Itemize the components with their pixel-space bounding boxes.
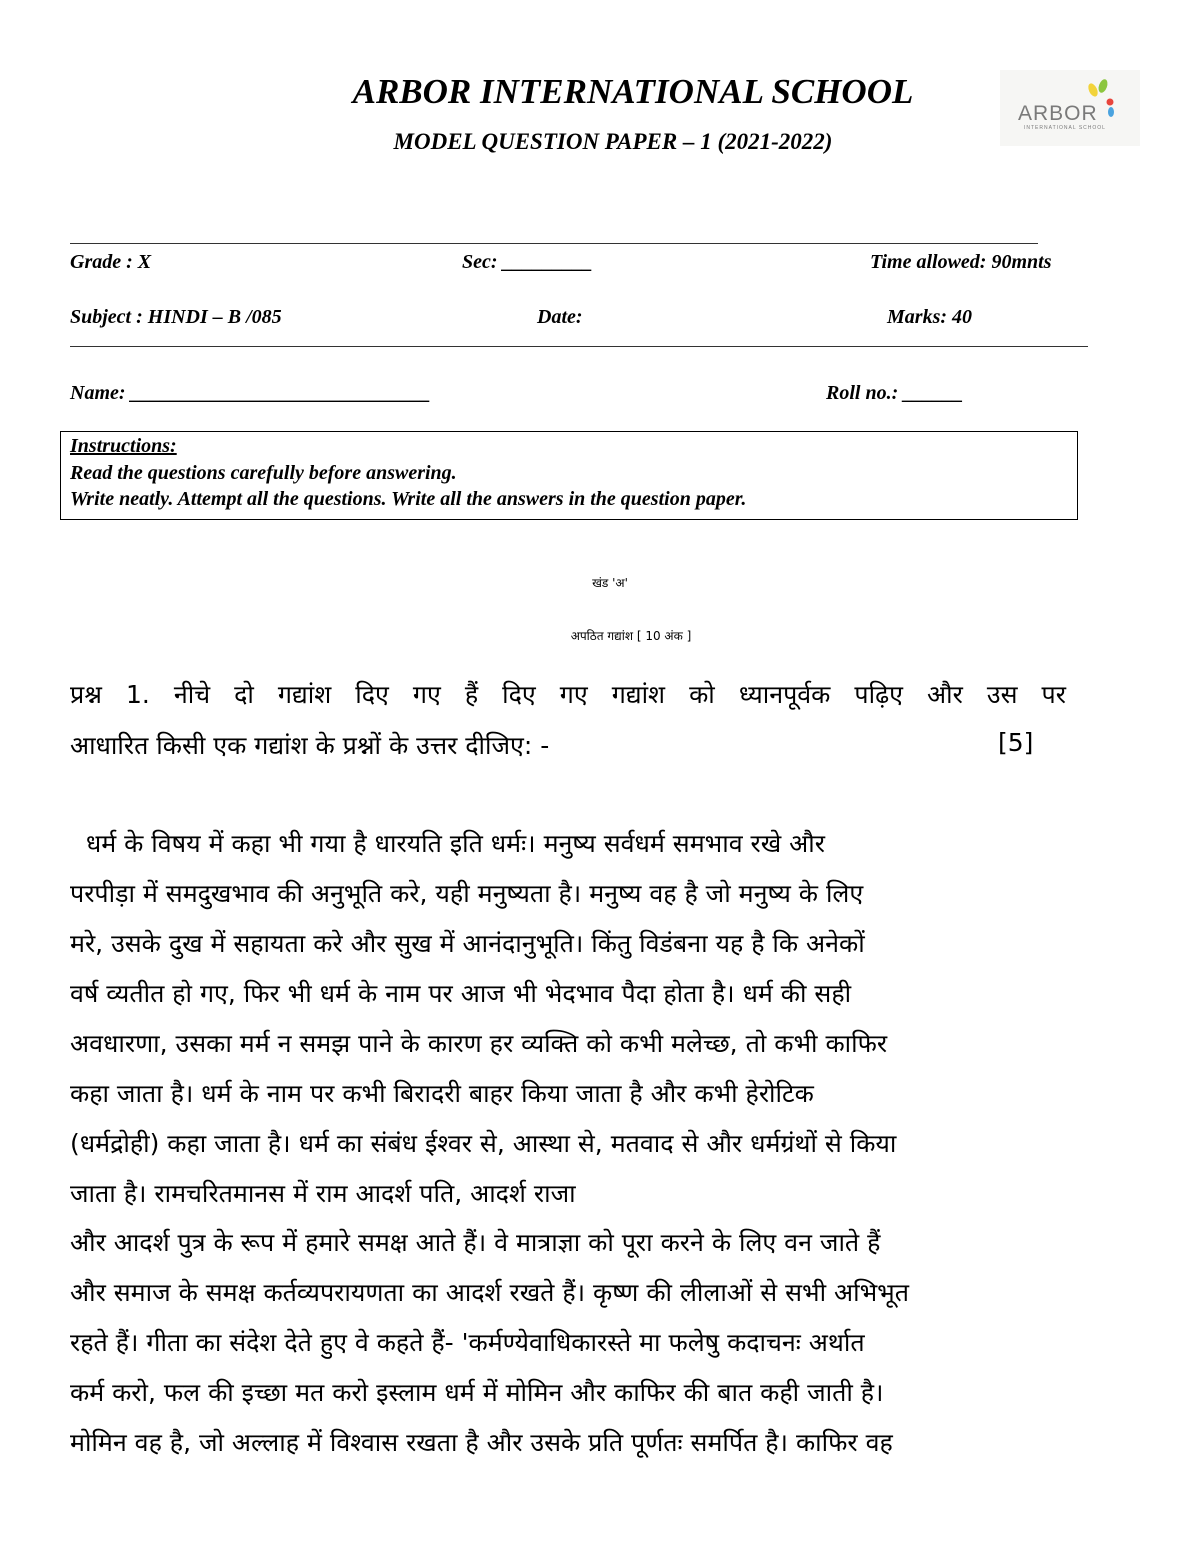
passage-line: कहा जाता है। धर्म के नाम पर कभी बिरादरी बाहर किया जाता है और कभी हेरोटिक	[70, 1079, 814, 1108]
divider-top	[70, 243, 1038, 244]
passage-line: और आदर्श पुत्र के रूप में हमारे समक्ष आते हैं। वे मात्राज्ञा को पूरा करने के लिए वन जाते हैं	[70, 1228, 881, 1257]
school-logo	[1000, 70, 1140, 146]
passage-line: मरे, उसके दुख में सहायता करे और सुख में आनंदानुभूति। किंतु विडंबना यह है कि अनेकों	[70, 929, 865, 958]
instructions-box	[60, 431, 1078, 520]
name-field: Name: ______________________________	[70, 382, 431, 404]
roll-no-field: Roll no.: ______	[826, 382, 964, 404]
marks-field: Marks: 40	[887, 306, 973, 328]
subject-field: Subject : HINDI – B /085	[70, 306, 282, 328]
question-line-1: प्रश्न 1. नीचे दो गद्यांश दिए गए हैं दिए गए गद्यांश को ध्यानपूर्वक पढ़िए और उस पर	[70, 680, 1066, 709]
question-line-2: आधारित किसी एक गद्यांश के प्रश्नों के उत्तर दीजिए: -	[70, 731, 550, 760]
paper-title: MODEL QUESTION PAPER – 1 (2021-2022)	[393, 129, 833, 154]
passage-line: मोमिन वह है, जो अल्लाह में विश्वास रखता है और उसके प्रति पूर्णतः समर्पित है। काफिर वह	[70, 1428, 893, 1457]
divider-middle	[70, 346, 1088, 347]
instruction-line-2: Write neatly. Attempt all the questions. Write all the answers in the question paper.	[70, 488, 747, 510]
time-allowed: Time allowed: 90mnts	[870, 251, 1052, 273]
instructions-heading: Instructions:	[70, 435, 177, 457]
passage-line: रहते हैं। गीता का संदेश देते हुए वे कहते हैं- 'कर्मण्येवाधिकारस्ते मा फलेषु कदाचनः अर्थात	[70, 1328, 865, 1357]
instruction-line-1: Read the questions carefully before answering.	[70, 462, 457, 484]
date-field: Date:	[537, 306, 583, 328]
passage-line: अवधारणा, उसका मर्म न समझ पाने के कारण हर व्यक्ति को कभी मलेच्छ, तो कभी काफिर	[70, 1029, 888, 1058]
section-subtitle: अपठित गद्यांश [ 10 अंक ]	[570, 629, 692, 643]
passage-line: कर्म करो, फल की इच्छा मत करो इस्लाम धर्म में मोमिन और काफिर की बात कही जाती है।	[70, 1378, 884, 1407]
passage-line: परपीड़ा में समदुखभाव की अनुभूति करे, यही मनुष्यता है। मनुष्य वह है जो मनुष्य के लिए	[70, 879, 864, 908]
section-field: Sec: _________	[462, 251, 593, 273]
passage-line: वर्ष व्यतीत हो गए, फिर भी धर्म के नाम पर आज भी भेदभाव पैदा होता है। धर्म की सही	[70, 979, 852, 1008]
logo-text: ARBOR	[1018, 102, 1098, 125]
passage-line: और समाज के समक्ष कर्तव्यपरायणता का आदर्श रखते हैं। कृष्ण की लीलाओं से सभी अभिभूत	[70, 1278, 910, 1307]
passage-line: धर्म के विषय में कहा भी गया है धारयति इति धर्मः। मनुष्य सर्वधर्म समभाव रखे और	[70, 829, 825, 858]
passage-line: (धर्मद्रोही) कहा जाता है। धर्म का संबंध ईश्वर से, आस्था से, मतवाद से और धर्मग्रंथों से किया	[70, 1129, 897, 1158]
section-title: खंड 'अ'	[592, 576, 628, 590]
school-name: ARBOR INTERNATIONAL SCHOOL	[352, 72, 914, 111]
question-marks: [5]	[998, 728, 1034, 757]
passage-line: जाता है। रामचरितमानस में राम आदर्श पति, आदर्श राजा	[70, 1179, 576, 1208]
grade-field: Grade : X	[70, 251, 152, 273]
logo-graphic	[1000, 70, 1140, 146]
logo-subtext: INTERNATIONAL SCHOOL	[1024, 125, 1106, 131]
